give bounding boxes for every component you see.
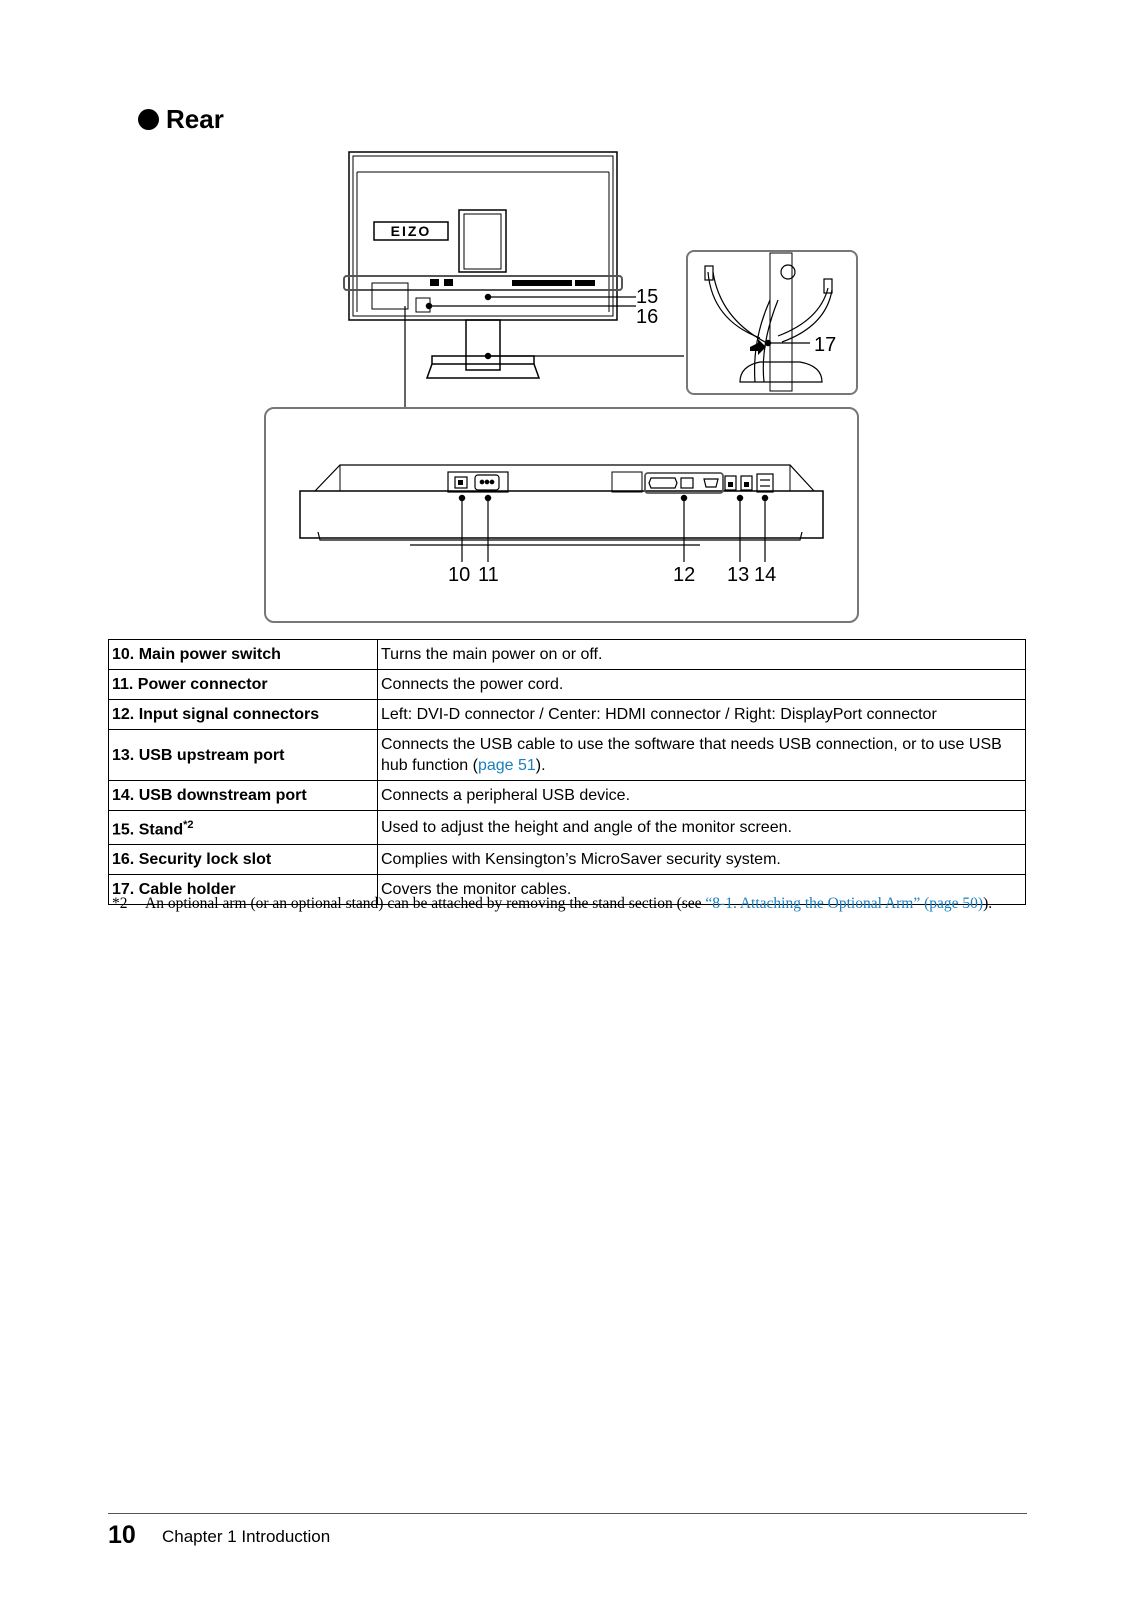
part-description: Connects the power cord.	[378, 670, 1026, 700]
dvi-connector-icon	[649, 478, 677, 488]
part-description: Covers the monitor cables.	[378, 875, 1026, 905]
callout-11: 11	[478, 564, 499, 586]
part-description	[378, 730, 1026, 781]
part-name: 10. Main power switch	[109, 640, 378, 670]
part-name: 12. Input signal connectors	[109, 700, 378, 730]
part-name-text: 15. Stand	[112, 821, 184, 839]
part-name: 11. Power connector	[109, 670, 378, 700]
table-row	[109, 700, 1026, 730]
displayport-connector-icon	[681, 478, 693, 488]
hdmi-connector-icon	[704, 479, 718, 487]
part-name: 16. Security lock slot	[109, 845, 378, 875]
table-row	[109, 811, 1026, 845]
usb-downstream-port-icon	[757, 474, 773, 492]
footnote-mark: *2	[112, 895, 128, 912]
part-description: Used to adjust the height and angle of the monitor screen.	[378, 811, 1026, 845]
footer-divider	[108, 1513, 1027, 1514]
optional-arm-link[interactable]: “8-1. Attaching the Optional Arm” (page 50)	[705, 895, 984, 912]
callout-16: 16	[636, 306, 659, 328]
parts-table	[108, 639, 1026, 905]
table-row	[109, 640, 1026, 670]
part-description: Turns the main power on or off.	[378, 640, 1026, 670]
part-description: Complies with Kensington’s MicroSaver security system.	[378, 845, 1026, 875]
monitor-rear-body	[349, 152, 617, 320]
footnote-ref: *2	[183, 819, 194, 831]
callout-17: 17	[814, 334, 837, 356]
callout-15: 15	[636, 286, 659, 308]
stand-neck	[459, 210, 506, 272]
chapter-label: Chapter 1 Introduction	[162, 1527, 331, 1546]
part-name	[109, 811, 378, 845]
callout-12: 12	[673, 564, 696, 586]
table-row	[109, 730, 1026, 781]
part-description: Connects a peripheral USB device.	[378, 781, 1026, 811]
footnote	[112, 893, 1032, 915]
section-title: Rear	[166, 104, 224, 134]
desc-text: ).	[535, 757, 546, 774]
rear-view-illustration	[0, 0, 1132, 630]
part-name: 14. USB downstream port	[109, 781, 378, 811]
part-description: Left: DVI-D connector / Center: HDMI connector / Right: DisplayPort connector	[378, 700, 1026, 730]
table-row	[109, 845, 1026, 875]
footnote-text-pre: An optional arm (or an optional stand) can be attached by removing the stand section (see	[145, 895, 706, 912]
monitor-bottom-edge	[300, 491, 823, 538]
table-row	[109, 670, 1026, 700]
footnote-text	[145, 893, 1032, 915]
footnote-text-post: ).	[983, 895, 993, 912]
table-row	[109, 781, 1026, 811]
part-name: 13. USB upstream port	[109, 730, 378, 781]
ports-detail-frame	[265, 408, 858, 622]
desc-text: Connects the USB cable to use the software that needs USB connection, or to use USB hub function (	[381, 736, 1002, 774]
eizo-logo-text: EIZO	[390, 223, 432, 239]
callout-13: 13	[727, 564, 750, 586]
part-name: 17. Cable holder	[109, 875, 378, 905]
callout-14: 14	[754, 564, 777, 586]
page-number: 10	[108, 1521, 136, 1549]
page-51-link[interactable]: page 51	[477, 757, 536, 774]
callout-10: 10	[448, 564, 471, 586]
input-signal-connectors-group	[645, 473, 723, 493]
